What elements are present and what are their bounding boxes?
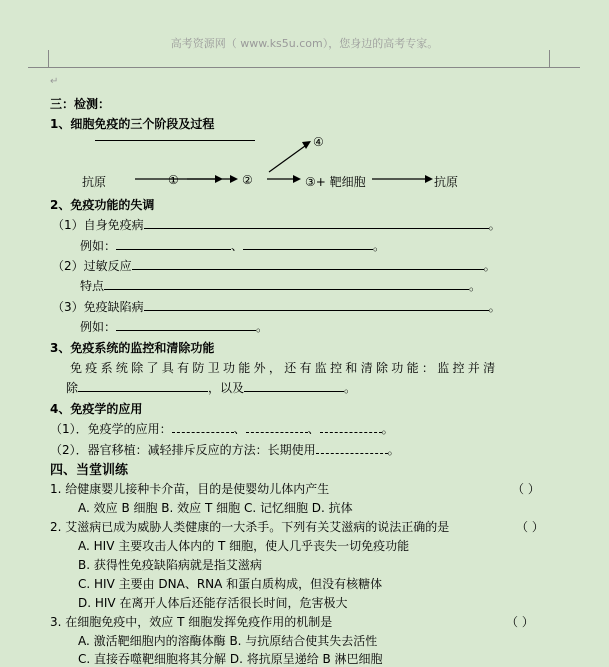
header-corner-right <box>549 50 550 68</box>
q4-blank-3 <box>320 421 382 433</box>
q2-item-3-example-label: 例如： <box>80 320 117 334</box>
s4-q1-options: A. 效应 B 细胞 B. 效应 T 细胞 C. 记忆细胞 D. 抗体 <box>78 501 353 515</box>
q4-blank-1 <box>172 421 234 433</box>
q4-sep-2: 、 <box>307 422 320 436</box>
arrow-4-head <box>425 175 433 183</box>
q2-item-2-feature <box>80 277 481 294</box>
header-rule-left <box>28 67 48 68</box>
s4-q2-option-b: B. 获得性免疫缺陷病就是指艾滋病 <box>78 558 262 572</box>
header-rule <box>48 67 550 68</box>
q4-sep-1: 、 <box>233 422 246 436</box>
s4-q2-option-d: D. HIV 在离开人体后还能存活很长时间，危害极大 <box>78 596 348 610</box>
q2-item-3-end: 。 <box>488 300 501 314</box>
section-3-title: 三：检测： <box>50 97 111 111</box>
s4-q2-stem: 2. 艾滋病已成为威胁人类健康的一大杀手。下列有关艾滋病的说法正确的是 <box>50 520 450 534</box>
q2-item-1-end: 。 <box>488 218 501 232</box>
q2-item-3-blank <box>144 299 489 311</box>
q3-line-1: 免疫系统除了具有防卫功能外，还有监控和清除功能：监控并清 <box>70 361 499 375</box>
q2-eg-blank-2 <box>243 238 373 250</box>
s4-q2-bracket: （ ） <box>516 520 544 534</box>
q3-line-2-mid: ，以及 <box>208 381 245 395</box>
q1-title: 1、细胞免疫的三个阶段及过程 <box>50 117 215 131</box>
q3-line-2 <box>66 379 356 396</box>
s4-q2-option-c: C. HIV 主要由 DNA、RNA 和蛋白质构成，但没有核糖体 <box>78 577 383 591</box>
q3-blank-2 <box>244 380 344 392</box>
q2-item-1 <box>52 216 501 233</box>
flow-step-2: ② <box>242 173 253 187</box>
q4-item-2 <box>50 441 400 458</box>
q2-item-3-eg-blank <box>116 319 256 331</box>
q2-title: 2、免疫功能的失调 <box>50 198 155 212</box>
arrow-3-head <box>293 175 301 183</box>
q2-item-1-example-label: 例如： <box>80 239 117 253</box>
header-corner-left <box>48 50 49 68</box>
q3-line-2-pre: 除 <box>66 381 79 395</box>
flow-antigen: 抗原 <box>82 175 107 189</box>
s4-q1-stem: 1. 给健康婴儿接种卡介苗，目的是使婴幼儿体内产生 <box>50 482 330 496</box>
q2-eg-sep: 、 <box>231 239 244 253</box>
flow-antigen-2: 抗原 <box>434 175 459 189</box>
q4-item-2-label: （2）．器官移植：减轻排斥反应的方法：长期使用 <box>50 443 316 457</box>
q2-item-1-blank <box>144 217 489 229</box>
s4-q2-option-a: A. HIV 主要攻击人体内的 T 细胞，使人几乎丧失一切免疫功能 <box>78 539 410 553</box>
q4-item-1-end: 。 <box>381 422 394 436</box>
q2-item-3-label: （3）免疫缺陷病 <box>52 300 144 314</box>
q3-title: 3、免疫系统的监控和清除功能 <box>50 341 215 355</box>
s4-q3-options-ab: A. 激活靶细胞内的溶酶体酶 B. 与抗原结合使其失去活性 <box>78 634 378 648</box>
q4-blank-2 <box>246 421 308 433</box>
arrow-2-head <box>230 175 238 183</box>
q2-item-2-blank <box>132 258 484 270</box>
q2-item-3 <box>52 298 501 315</box>
q2-item-2 <box>52 257 496 274</box>
q3-blank-1 <box>78 380 208 392</box>
q4-title: 4、免疫学的应用 <box>50 402 143 416</box>
q4-item-1-label: （1）．免疫学的应用： <box>50 422 172 436</box>
arrow-up <box>269 146 305 172</box>
flow-step-1: ① <box>168 173 179 187</box>
flow-step-3: ③+ 靶细胞 <box>305 175 366 189</box>
section-4-title: 四、当堂训练 <box>50 463 129 478</box>
q2-item-3-eg-end: 。 <box>256 320 269 334</box>
s4-q3-options-cd: C. 直接吞噬靶细胞将其分解 D. 将抗原呈递给 B 淋巴细胞 <box>78 652 383 666</box>
q2-feature-end: 。 <box>469 279 482 293</box>
q3-line-2-end: 。 <box>344 381 357 395</box>
page-header: 高考资源网（ www.ks5u.com），您身边的高考专家。 <box>170 37 439 50</box>
q2-item-2-end: 。 <box>483 259 496 273</box>
header-rule-right <box>550 67 580 68</box>
q2-item-2-label: （2）过敏反应 <box>52 259 132 273</box>
q2-item-3-example <box>80 318 268 335</box>
q2-feature-blank <box>104 278 469 290</box>
s4-q3-bracket: （ ） <box>506 615 534 629</box>
flow-step-4: ④ <box>313 135 324 149</box>
q2-item-2-feature-label: 特点 <box>80 279 105 293</box>
q4-item-1 <box>50 420 394 437</box>
q4-blank-4 <box>316 442 388 454</box>
paragraph-mark: ↵ <box>50 76 59 87</box>
q2-item-1-label: （1）自身免疫病 <box>52 218 144 232</box>
s4-q3-stem: 3. 在细胞免疫中，效应 T 细胞发挥免疫作用的机制是 <box>50 615 333 629</box>
q2-eg-end: 。 <box>373 239 386 253</box>
q2-item-1-example <box>80 237 385 254</box>
q2-eg-blank-1 <box>116 238 231 250</box>
s4-q1-bracket: （ ） <box>512 482 540 496</box>
q4-item-2-end: 。 <box>387 443 400 457</box>
